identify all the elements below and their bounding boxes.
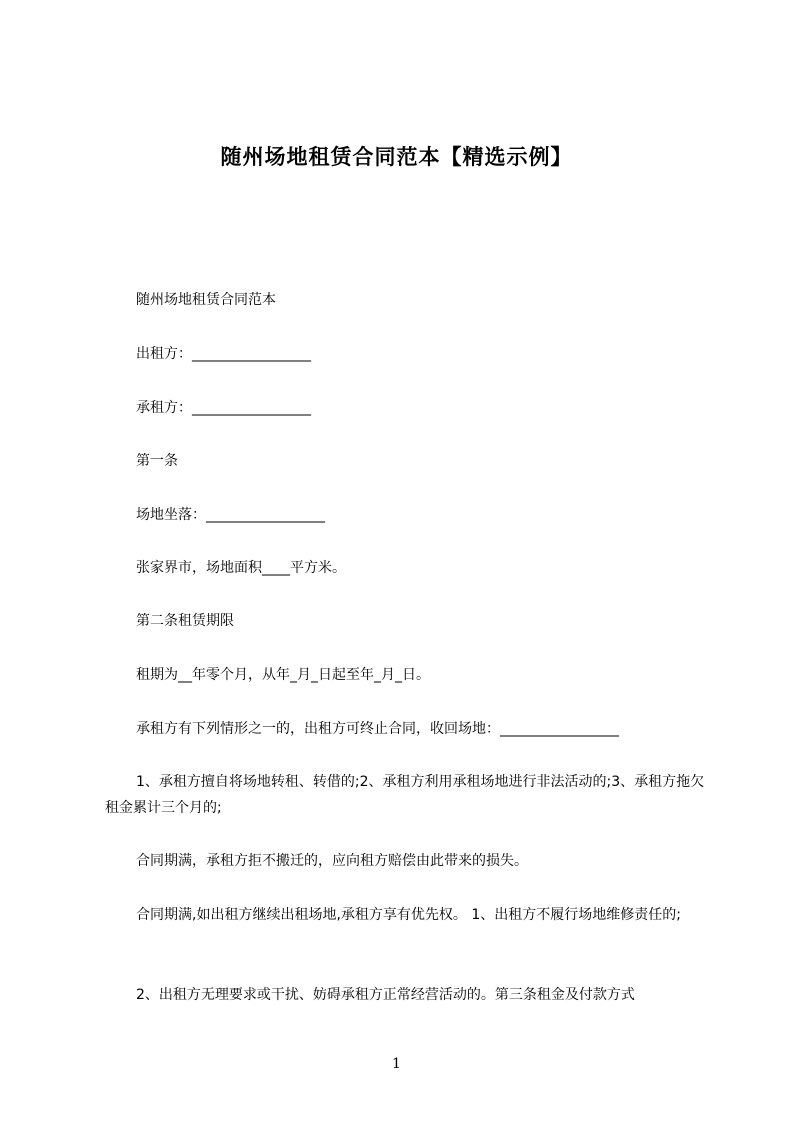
document-title: 随州场地租赁合同范本【精选示例】: [220, 145, 573, 169]
paragraph-expiry-compensation: 合同期满，承租方拒不搬迁的，应向租方赔偿由此带来的损失。: [136, 853, 528, 869]
paragraph-site-area: 张家界市，场地面积____平方米。: [136, 560, 346, 576]
paragraph-article-one: 第一条: [136, 453, 178, 469]
paragraph-lease-term: 租期为__年零个月，从年_月_日起至年_月_日。: [136, 667, 430, 683]
paragraph-priority-right: 合同期满,如出租方继续出租场地,承租方享有优先权。 1、出租方不履行场地维修责任的;: [136, 907, 681, 923]
paragraph-lessee: 承租方：_________________: [136, 400, 311, 416]
paragraph-termination-conditions: 承租方有下列情形之一的，出租方可终止合同，收回场地：_________________: [136, 721, 619, 737]
paragraph-lessee-violations: 1、承租方擅自将场地转租、转借的;2、承租方利用承租场地进行非法活动的;3、承租方拖欠租金累计三个月的;: [105, 774, 705, 816]
paragraph-lessor-violations: 2、出租方无理要求或干扰、妨碍承租方正常经营活动的。第三条租金及付款方式: [136, 987, 635, 1003]
page-number: 1: [392, 1056, 401, 1072]
paragraph-site-location: 场地坐落：_________________: [136, 507, 325, 523]
paragraph-contract-name: 随州场地租赁合同范本: [136, 292, 276, 308]
paragraph-article-two: 第二条租赁期限: [136, 613, 234, 629]
paragraph-lessor: 出租方：_________________: [136, 346, 311, 362]
